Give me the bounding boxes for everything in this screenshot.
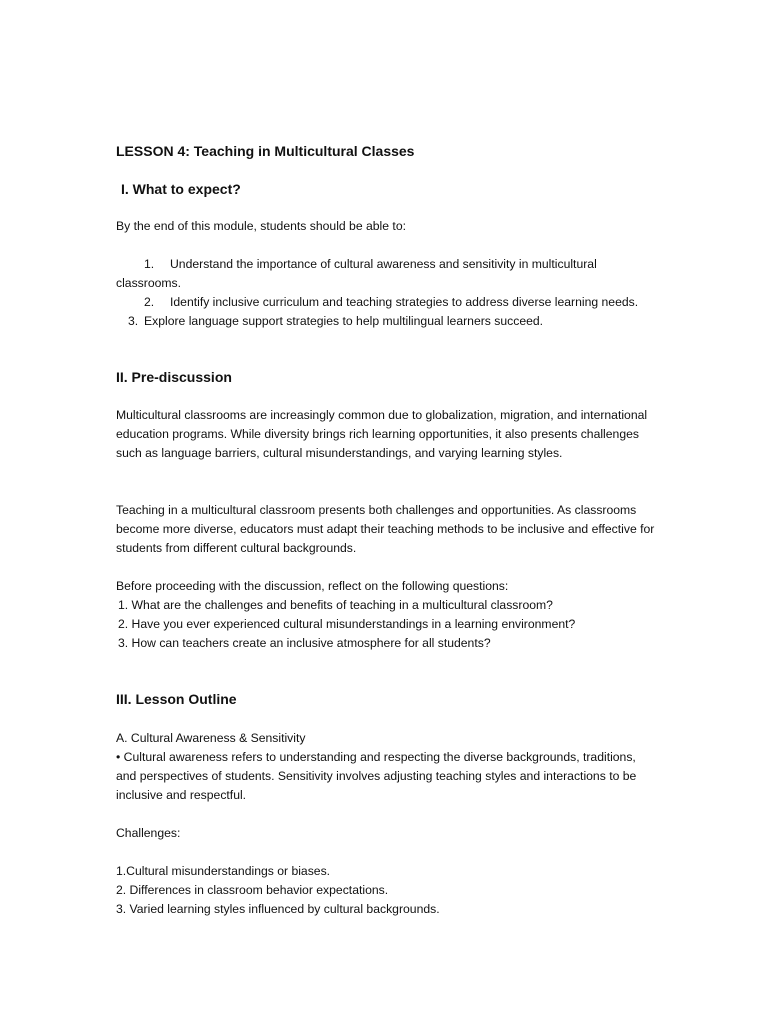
reflection-question: 3. How can teachers create an inclusive atmosphere for all students? xyxy=(118,636,491,650)
pre-discussion-paragraph: Multicultural classrooms are increasingly common due to globalization, migration, and international education programs. While diversity brings rich learning opportunities, it also presents challenges such as language barriers, cultural misunderstandings, and varying learning styles. xyxy=(116,408,648,460)
subheading-cultural-awareness: A. Cultural Awareness & Sensitivity xyxy=(116,731,306,745)
objective-number: 3. xyxy=(128,314,139,328)
bullet-paragraph: • Cultural awareness refers to understanding and respecting the diverse backgrounds, traditions, and perspectives of students. Sensitivity involves adjusting teaching styles and interactions to be inclusive and respectful. xyxy=(116,750,637,802)
objective-text: Understand the importance of cultural awareness and sensitivity in multicultural classrooms. xyxy=(116,257,597,290)
challenge-item: 3. Varied learning styles influenced by cultural backgrounds. xyxy=(116,902,440,916)
reflection-question: 1. What are the challenges and benefits of teaching in a multicultural classroom? xyxy=(118,598,553,612)
objective-item xyxy=(116,255,656,293)
lesson-title: LESSON 4: Teaching in Multicultural Classes xyxy=(116,143,415,159)
objective-number: 1. xyxy=(144,257,155,271)
objective-item xyxy=(116,312,656,331)
pre-discussion-paragraph: Teaching in a multicultural classroom presents both challenges and opportunities. As classrooms become more diverse, educators must adapt their teaching methods to be inclusive and effective for students from different cultural backgrounds. xyxy=(116,503,655,555)
objective-item xyxy=(116,293,656,312)
objectives-intro: By the end of this module, students should be able to: xyxy=(116,219,406,233)
objective-text: Identify inclusive curriculum and teaching strategies to address diverse learning needs. xyxy=(170,295,639,309)
questions-intro: Before proceeding with the discussion, reflect on the following questions: xyxy=(116,579,509,593)
challenges-label: Challenges: xyxy=(116,826,181,840)
section-heading-what-to-expect: I. What to expect? xyxy=(121,181,241,197)
reflection-question: 2. Have you ever experienced cultural misunderstandings in a learning environment? xyxy=(118,617,576,631)
section-heading-lesson-outline: III. Lesson Outline xyxy=(116,691,237,707)
section-heading-pre-discussion: II. Pre-discussion xyxy=(116,369,232,385)
objective-number: 2. xyxy=(144,295,155,309)
challenge-item: 2. Differences in classroom behavior expectations. xyxy=(116,883,389,897)
objective-text: Explore language support strategies to help multilingual learners succeed. xyxy=(144,314,544,328)
challenge-item: 1.Cultural misunderstandings or biases. xyxy=(116,864,331,878)
